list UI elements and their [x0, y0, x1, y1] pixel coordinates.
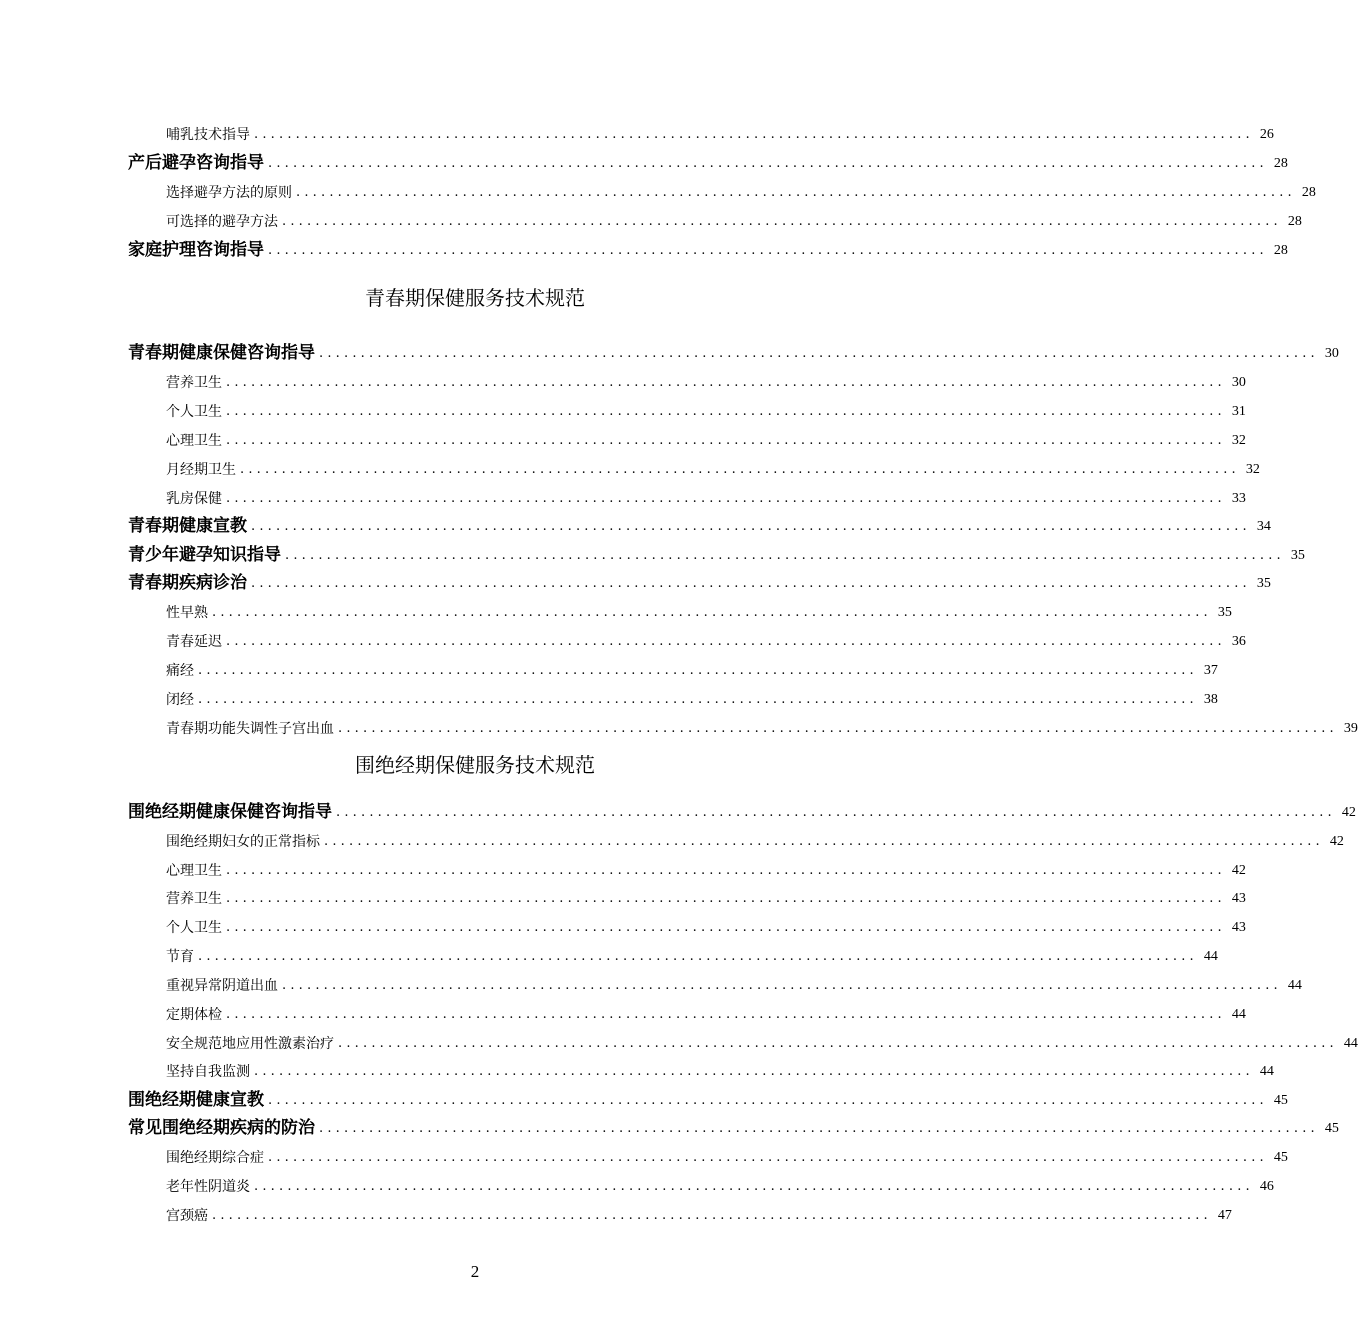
toc-chapter-entry[interactable] — [0, 541, 1305, 565]
toc-section-entry[interactable] — [0, 714, 1358, 738]
dot-leader: ........................................................................................................................ — [226, 1007, 1226, 1022]
toc-page-number: 36 — [1231, 634, 1246, 649]
toc-entry-label: 营养卫生 — [166, 891, 222, 907]
toc-entry-label: 产后避孕咨询指导 — [128, 153, 264, 173]
toc-chapter-entry[interactable] — [0, 339, 1339, 363]
toc-section-entry[interactable] — [0, 120, 1274, 144]
toc-page-number: 44 — [1343, 1036, 1358, 1051]
toc-page-number: 30 — [1324, 346, 1339, 361]
toc-page-number: 28 — [1273, 156, 1288, 171]
toc-entry-label: 青春期健康宣教 — [128, 516, 247, 536]
toc-entry-label: 个人卫生 — [166, 404, 222, 420]
dot-leader: ........................................................................................................................ — [251, 519, 1251, 534]
toc-page-number: 28 — [1273, 243, 1288, 258]
toc-section-entry[interactable] — [0, 971, 1302, 995]
toc-entry-label: 哺乳技术指导 — [166, 127, 250, 143]
toc-section-entry[interactable] — [0, 207, 1302, 231]
toc-page-number: 28 — [1301, 185, 1316, 200]
dot-leader: ........................................................................................................................ — [226, 375, 1226, 390]
dot-leader: ........................................................................................................................ — [254, 1179, 1254, 1194]
toc-section-entry[interactable] — [0, 1201, 1232, 1225]
toc-page-number: 32 — [1231, 433, 1246, 448]
dot-leader: ........................................................................................................................ — [226, 634, 1226, 649]
dot-leader: ........................................................................................................................ — [319, 346, 1319, 361]
toc-page-number: 47 — [1217, 1208, 1232, 1223]
toc-section-entry[interactable] — [0, 1029, 1358, 1053]
toc-chapter-entry[interactable] — [0, 149, 1288, 173]
toc-entry-label: 家庭护理咨询指导 — [128, 240, 264, 260]
toc-section-entry[interactable] — [0, 397, 1246, 421]
dot-leader: ........................................................................................................................ — [251, 576, 1251, 591]
toc-page-number: 43 — [1231, 920, 1246, 935]
toc-page-number: 28 — [1287, 214, 1302, 229]
dot-leader: ........................................................................................................................ — [226, 863, 1226, 878]
toc-page-number: 31 — [1231, 404, 1246, 419]
dot-leader: ........................................................................................................................ — [254, 127, 1254, 142]
dot-leader: ........................................................................................................................ — [198, 663, 1198, 678]
dot-leader: ........................................................................................................................ — [324, 834, 1324, 849]
dot-leader: ........................................................................................................................ — [285, 548, 1285, 563]
toc-page-number: 39 — [1343, 721, 1358, 736]
toc-entry-label: 乳房保健 — [166, 491, 222, 507]
dot-leader: ........................................................................................................................ — [212, 605, 1212, 620]
dot-leader: ........................................................................................................................ — [226, 891, 1226, 906]
toc-page-number: 35 — [1217, 605, 1232, 620]
toc-page-number: 44 — [1259, 1064, 1274, 1079]
dot-leader: ........................................................................................................................ — [336, 805, 1336, 820]
toc-section-entry[interactable] — [0, 1172, 1274, 1196]
toc-page-number: 37 — [1203, 663, 1218, 678]
toc-section-entry[interactable] — [0, 884, 1246, 908]
dot-leader: ........................................................................................................................ — [268, 243, 1268, 258]
toc-page-number: 44 — [1203, 949, 1218, 964]
toc-page-number: 35 — [1256, 576, 1271, 591]
toc-page-number: 44 — [1287, 978, 1302, 993]
toc-page-number: 34 — [1256, 519, 1271, 534]
toc-chapter-entry[interactable] — [0, 1086, 1288, 1110]
toc-entry-label: 坚持自我监测 — [166, 1064, 250, 1080]
toc-entry-label: 青春延迟 — [166, 634, 222, 650]
toc-chapter-entry[interactable] — [0, 798, 1356, 822]
toc-entry-label: 围绝经期健康宣教 — [128, 1090, 264, 1110]
dot-leader: ........................................................................................................................ — [226, 404, 1226, 419]
toc-page-number: 35 — [1290, 548, 1305, 563]
toc-page-number: 30 — [1231, 375, 1246, 390]
toc-page-number: 46 — [1259, 1179, 1274, 1194]
toc-section-entry[interactable] — [0, 913, 1246, 937]
toc-entry-label: 安全规范地应用性激素治疗 — [166, 1036, 334, 1052]
toc-entry-label: 节育 — [166, 949, 194, 965]
dot-leader: ........................................................................................................................ — [338, 1036, 1338, 1051]
dot-leader: ........................................................................................................................ — [319, 1121, 1319, 1136]
dot-leader: ........................................................................................................................ — [212, 1208, 1212, 1223]
toc-section-entry[interactable] — [0, 426, 1246, 450]
section-title: 围绝经期保健服务技术规范 — [355, 753, 595, 777]
toc-entry-label: 定期体检 — [166, 1007, 222, 1023]
toc-chapter-entry[interactable] — [0, 512, 1271, 536]
toc-entry-label: 个人卫生 — [166, 920, 222, 936]
toc-entry-label: 痛经 — [166, 663, 194, 679]
dot-leader: ........................................................................................................................ — [226, 433, 1226, 448]
dot-leader: ........................................................................................................................ — [198, 692, 1198, 707]
toc-entry-label: 青春期疾病诊治 — [128, 573, 247, 593]
toc-entry-label: 宫颈癌 — [166, 1208, 208, 1224]
toc-page-number: 45 — [1324, 1121, 1339, 1136]
dot-leader: ........................................................................................................................ — [198, 949, 1198, 964]
dot-leader: ........................................................................................................................ — [282, 978, 1282, 993]
toc-section-entry[interactable] — [0, 368, 1246, 392]
dot-leader: ........................................................................................................................ — [338, 721, 1338, 736]
toc-entry-label: 月经期卫生 — [166, 462, 236, 478]
toc-section-entry[interactable] — [0, 856, 1246, 880]
section-title: 青春期保健服务技术规范 — [365, 286, 585, 310]
dot-leader: ........................................................................................................................ — [240, 462, 1240, 477]
toc-page-number: 38 — [1203, 692, 1218, 707]
toc-page-number: 33 — [1231, 491, 1246, 506]
toc-entry-label: 选择避孕方法的原则 — [166, 185, 292, 201]
toc-section-entry[interactable] — [0, 598, 1232, 622]
toc-page-number: 42 — [1329, 834, 1344, 849]
dot-leader: ........................................................................................................................ — [268, 1150, 1268, 1165]
toc-page-number: 26 — [1259, 127, 1274, 142]
toc-entry-label: 心理卫生 — [166, 863, 222, 879]
dot-leader: ........................................................................................................................ — [254, 1064, 1254, 1079]
toc-section-entry[interactable] — [0, 1000, 1246, 1024]
toc-entry-label: 营养卫生 — [166, 375, 222, 391]
toc-entry-label: 围绝经期妇女的正常指标 — [166, 834, 320, 850]
toc-entry-label: 性早熟 — [166, 605, 208, 621]
dot-leader: ........................................................................................................................ — [296, 185, 1296, 200]
toc-entry-label: 心理卫生 — [166, 433, 222, 449]
toc-chapter-entry[interactable] — [0, 236, 1288, 260]
toc-entry-label: 重视异常阴道出血 — [166, 978, 278, 994]
toc-entry-label: 青少年避孕知识指导 — [128, 545, 281, 565]
toc-entry-label: 常见围绝经期疾病的防治 — [128, 1118, 315, 1138]
toc-entry-label: 闭经 — [166, 692, 194, 708]
toc-entry-label: 可选择的避孕方法 — [166, 214, 278, 230]
toc-section-entry[interactable] — [0, 627, 1246, 651]
toc-section-entry[interactable] — [0, 827, 1344, 851]
dot-leader: ........................................................................................................................ — [268, 156, 1268, 171]
toc-section-entry[interactable] — [0, 455, 1260, 479]
toc-page-number: 42 — [1341, 805, 1356, 820]
toc-section-entry[interactable] — [0, 1057, 1274, 1081]
toc-page-number: 44 — [1231, 1007, 1246, 1022]
toc-section-entry[interactable] — [0, 685, 1218, 709]
toc-entry-label: 围绝经期健康保健咨询指导 — [128, 802, 332, 822]
page-number: 2 — [470, 1262, 480, 1281]
dot-leader: ........................................................................................................................ — [226, 491, 1226, 506]
toc-section-entry[interactable] — [0, 942, 1218, 966]
toc-section-entry[interactable] — [0, 1143, 1288, 1167]
toc-page-number: 45 — [1273, 1093, 1288, 1108]
toc-section-entry[interactable] — [0, 484, 1246, 508]
toc-entry-label: 老年性阴道炎 — [166, 1179, 250, 1195]
dot-leader: ........................................................................................................................ — [226, 920, 1226, 935]
toc-page-number: 42 — [1231, 863, 1246, 878]
dot-leader: ........................................................................................................................ — [282, 214, 1282, 229]
toc-entry-label: 青春期功能失调性子宫出血 — [166, 721, 334, 737]
toc-entry-label: 青春期健康保健咨询指导 — [128, 343, 315, 363]
toc-section-entry[interactable] — [0, 178, 1316, 202]
toc-page-number: 43 — [1231, 891, 1246, 906]
toc-chapter-entry[interactable] — [0, 569, 1271, 593]
toc-page-number: 32 — [1245, 462, 1260, 477]
toc-page-number: 45 — [1273, 1150, 1288, 1165]
toc-section-entry[interactable] — [0, 656, 1218, 680]
dot-leader: ........................................................................................................................ — [268, 1093, 1268, 1108]
toc-chapter-entry[interactable] — [0, 1114, 1339, 1138]
toc-entry-label: 围绝经期综合症 — [166, 1150, 264, 1166]
